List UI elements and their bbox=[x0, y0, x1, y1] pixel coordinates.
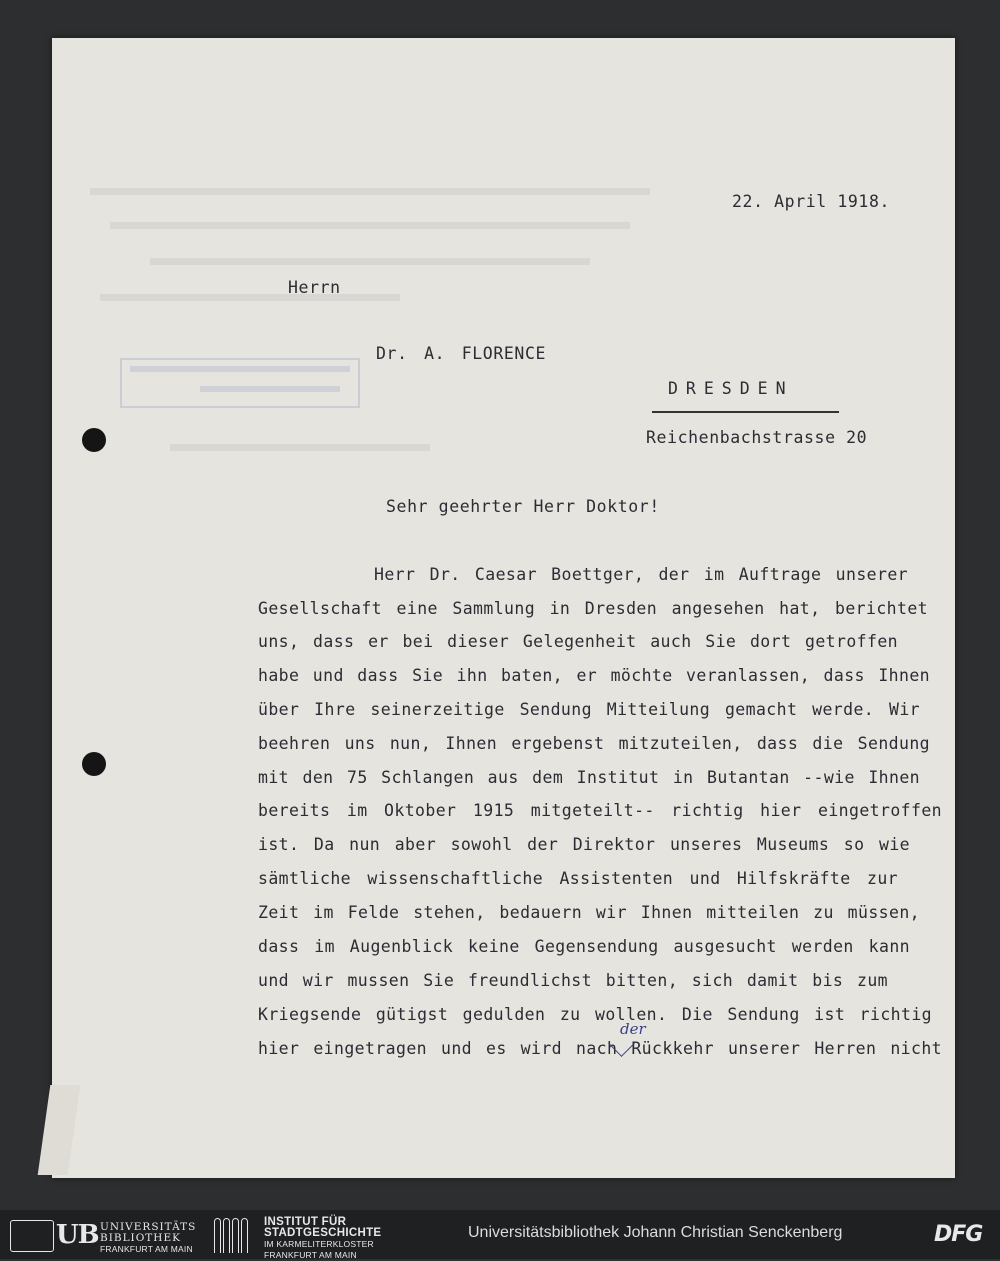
body-line: habe und dass Sie ihn baten, er möchte veranlassen, dass Ihnen bbox=[258, 666, 930, 685]
body-line: mit den 75 Schlangen aus dem Institut in Butantan --wie Ihnen bbox=[258, 768, 920, 787]
handwritten-insertion: der bbox=[620, 1020, 646, 1038]
body-line: Herr Dr. Caesar Boettger, der im Auftrage unserer bbox=[374, 565, 908, 584]
ub-letters: UB bbox=[56, 1220, 99, 1250]
letter-greeting: Sehr geehrter Herr Doktor! bbox=[386, 497, 660, 516]
recipient-city: DRESDEN bbox=[668, 379, 794, 398]
ub-line2: BIBLIOTHEK bbox=[100, 1232, 181, 1244]
bleed-through-line bbox=[90, 188, 650, 195]
body-line: sämtliche wissenschaftliche Assistenten und Hilfskräfte zur bbox=[258, 869, 898, 888]
stamp-text-line bbox=[200, 386, 340, 392]
dfg-logo[interactable]: DFG bbox=[934, 1222, 983, 1247]
recipient-name: Dr. A. FLORENCE bbox=[376, 344, 547, 363]
body-line: Gesellschaft eine Sammlung in Dresden angesehen hat, berichtet bbox=[258, 599, 928, 618]
isg-line3: IM KARMELITERKLOSTER bbox=[264, 1239, 374, 1249]
isg-logo-text[interactable] bbox=[264, 1217, 381, 1261]
punch-hole-top bbox=[82, 428, 106, 452]
body-line: bereits im Oktober 1915 mitgeteilt-- richtig hier eingetroffen bbox=[258, 801, 942, 820]
punch-hole-bottom bbox=[82, 752, 106, 776]
ub-line1: UNIVERSITÄTS bbox=[100, 1221, 197, 1233]
body-line: ist. Da nun aber sowohl der Direktor unseres Museums so wie bbox=[258, 835, 910, 854]
isg-arches-icon bbox=[214, 1218, 254, 1252]
bleed-through-line bbox=[170, 444, 430, 451]
ub-text bbox=[100, 1222, 196, 1255]
bleed-through-line bbox=[100, 294, 400, 301]
footer-bar bbox=[0, 1210, 1000, 1259]
body-line: Kriegsende gütigst gedulden zu wollen. Die Sendung ist richtig bbox=[258, 1005, 932, 1024]
body-line: und wir mussen Sie freundlichst bitten, sich damit bis zum bbox=[258, 971, 888, 990]
body-line: Zeit im Felde stehen, bedauern wir Ihnen mitteilen zu müssen, bbox=[258, 903, 920, 922]
bleed-through-line bbox=[110, 222, 630, 229]
body-line: dass im Augenblick keine Gegensendung ausgesucht werden kann bbox=[258, 937, 910, 956]
ub-line3: FRANKFURT AM MAIN bbox=[100, 1244, 193, 1254]
isg-line1: INSTITUT FÜR bbox=[264, 1216, 347, 1228]
body-line: über Ihre seinerzeitige Sendung Mitteilung gemacht werde. Wir bbox=[258, 700, 920, 719]
body-line: uns, dass er bei dieser Gelegenheit auch Sie dort getroffen bbox=[258, 632, 898, 651]
recipient-street: Reichenbachstrasse 20 bbox=[646, 428, 868, 447]
body-line: hier eingetragen und es wird nach Rückkehr unserer Herren nicht bbox=[258, 1039, 942, 1058]
ub-emblem-icon bbox=[10, 1220, 54, 1252]
city-underline bbox=[652, 411, 839, 413]
isg-line4: FRANKFURT AM MAIN bbox=[264, 1250, 357, 1260]
isg-line2: STADTGESCHICHTE bbox=[264, 1227, 382, 1239]
letter-date: 22. April 1918. bbox=[732, 192, 891, 211]
salutation-prefix: Herrn bbox=[288, 278, 341, 297]
bleed-through-line bbox=[150, 258, 590, 265]
body-line: beehren uns nun, Ihnen ergebenst mitzuteilen, dass die Sendung bbox=[258, 734, 930, 753]
stamp-text-line bbox=[130, 366, 350, 372]
ub-logo[interactable] bbox=[10, 1218, 200, 1252]
library-title: Universitätsbibliothek Johann Christian Senckenberg bbox=[468, 1224, 843, 1241]
